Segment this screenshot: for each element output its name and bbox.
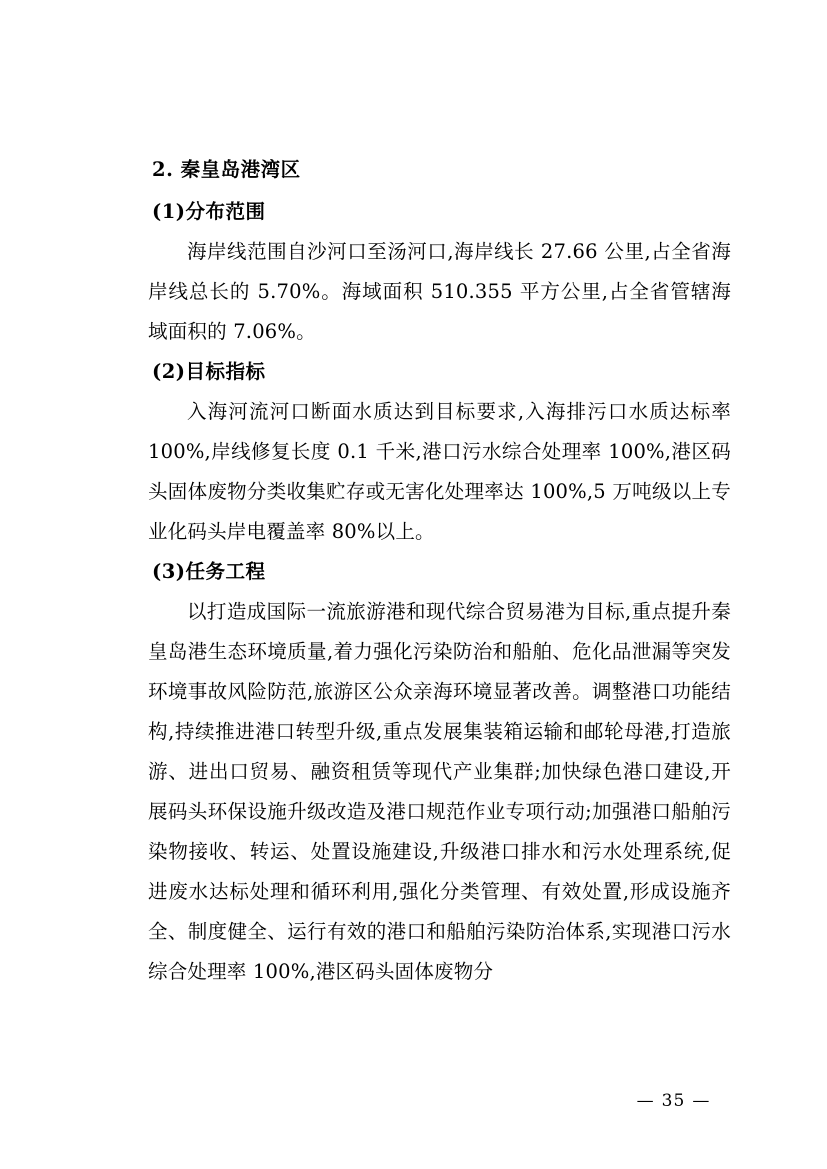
- subheading-task-projects: (3)任务工程: [152, 560, 266, 583]
- paragraph-target-indicators: 入海河流河口断面水质达到目标要求,入海排污口水质达标率 100%,岸线修复长度 0.1 千米,港口污水综合处理率 100%,港区码头固体废物分类收集贮存或无害化处理率达 100%,5 万吨级以上专业化码头岸电覆盖率 80%以上。: [148, 400, 731, 543]
- section-heading-qinhuangdao-port: 2. 秦皇岛港湾区: [152, 158, 301, 181]
- footer-right-dash: —: [692, 1091, 711, 1111]
- paragraph-task-projects: 以打造成国际一流旅游港和现代综合贸易港为目标,重点提升秦皇岛港生态环境质量,着力强化污染防治和船舶、危化品泄漏等突发环境事故风险防范,旅游区公众亲海环境显著改善。调整港口功能结构,持续推进港口转型升级,重点发展集装箱运输和邮轮母港,打造旅游、进出口贸易、融资租赁等现代产业集群;加快绿色港口建设,开展码头环保设施升级改造及港口规范作业专项行动;加强港口船舶污染物接收、转运、处置设施建设,升级港口排水和污水处理系统,促进废水达标处理和循环利用,强化分类管理、有效处置,形成设施齐全、制度健全、运行有效的港口和船舶污染防治体系,实现港口污水综合处理率 100%,港区码头固体废物分: [148, 600, 731, 983]
- page-number-value: 35: [661, 1091, 686, 1111]
- footer-left-dash: —: [636, 1091, 655, 1111]
- document-body: [148, 150, 731, 992]
- paragraph-distribution-range: 海岸线范围自沙河口至汤河口,海岸线长 27.66 公里,占全省海岸线总长的 5.70%。海域面积 510.355 平方公里,占全省管辖海域面积的 7.06%。: [148, 240, 731, 343]
- subheading-target-indicators: (2)目标指标: [152, 360, 266, 383]
- subheading-distribution-range: (1)分布范围: [152, 200, 266, 223]
- page-footer: [0, 1091, 827, 1111]
